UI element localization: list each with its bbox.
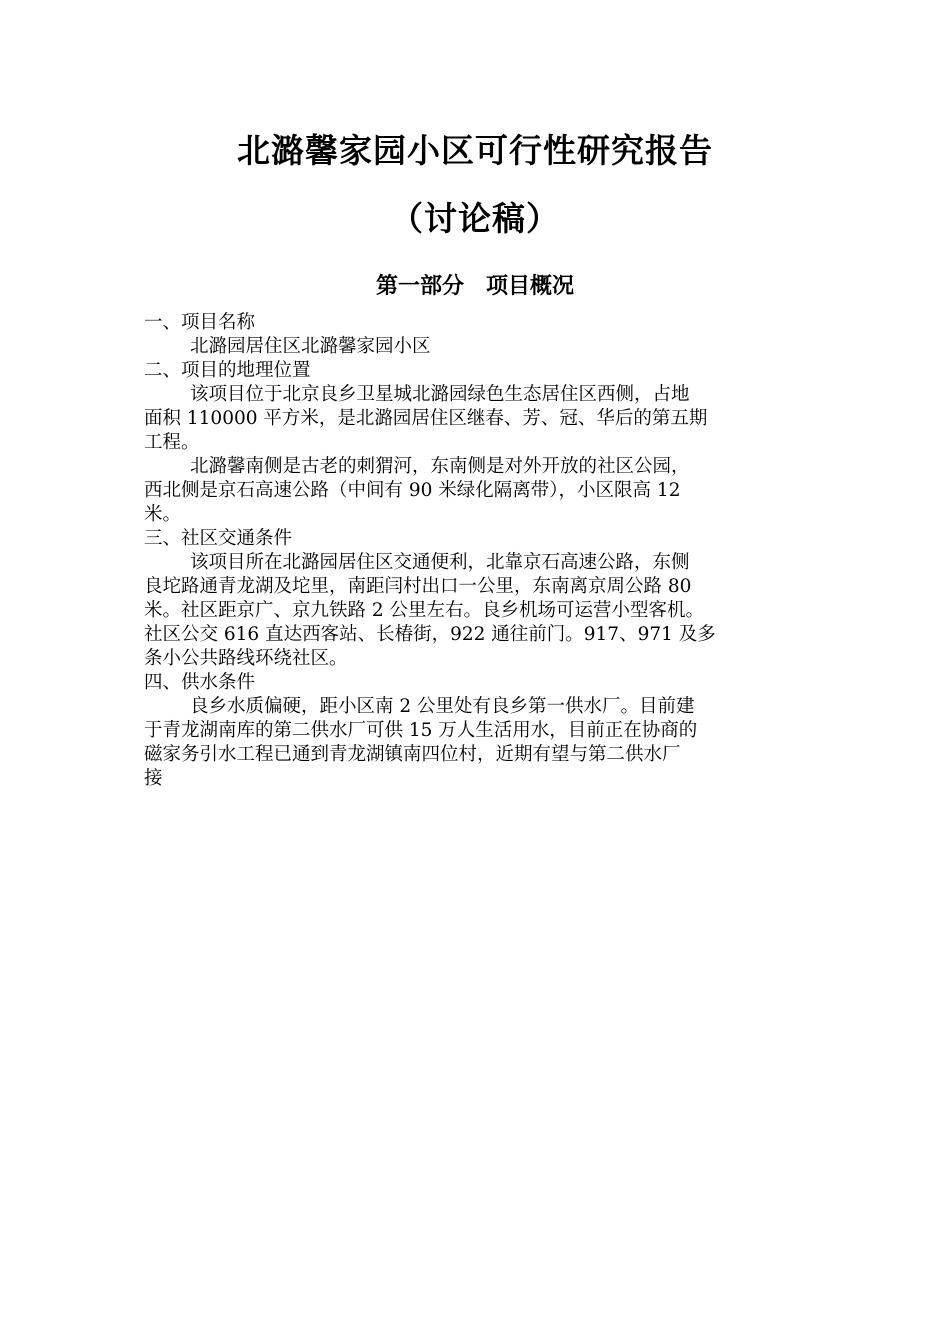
paragraph-line: 米。 xyxy=(144,504,182,525)
paragraph-line: 该项目所在北潞园居住区交通便利，北靠京石高速公路，东侧 xyxy=(190,552,690,573)
paragraph-line: 西北侧是京石高速公路（中间有 90 米绿化隔离带），小区限高 12 xyxy=(144,480,681,501)
paragraph-line: 接 xyxy=(144,768,163,789)
section-heading-transport: 三、社区交通条件 xyxy=(144,528,293,549)
document-subtitle: （讨论稿） xyxy=(390,199,560,238)
document-title: 北潞馨家园小区可行性研究报告 xyxy=(237,131,713,170)
part-heading: 第一部分 项目概况 xyxy=(375,273,574,299)
paragraph-line: 于青龙湖南库的第二供水厂可供 15 万人生活用水，目前正在协商的 xyxy=(144,720,698,741)
paragraph-line: 条小公共路线环绕社区。 xyxy=(144,648,348,669)
paragraph-line: 社区公交 616 直达西客站、长椿街，922 通往前门。917、971 及多 xyxy=(144,624,716,645)
paragraph-line: 米。社区距京广、京九铁路 2 公里左右。良乡机场可运营小型客机。 xyxy=(144,600,705,621)
paragraph-line: 磁家务引水工程已通到青龙湖镇南四位村，近期有望与第二供水厂 xyxy=(144,744,681,765)
section-heading-project-name: 一、项目名称 xyxy=(144,312,256,333)
paragraph-line: 该项目位于北京良乡卫星城北潞园绿色生态居住区西侧，占地 xyxy=(190,384,690,405)
paragraph-line: 面积 110000 平方米，是北潞园居住区继春、芳、冠、华后的第五期 xyxy=(144,408,708,429)
section-heading-location: 二、项目的地理位置 xyxy=(144,360,311,381)
document-body xyxy=(144,311,808,791)
paragraph-line: 工程。 xyxy=(144,432,200,453)
paragraph-line: 北潞园居住区北潞馨家园小区 xyxy=(190,336,431,357)
paragraph-line: 北潞馨南侧是古老的刺猬河，东南侧是对外开放的社区公园， xyxy=(190,456,690,477)
paragraph-line: 良乡水质偏硬，距小区南 2 公里处有良乡第一供水厂。目前建 xyxy=(190,696,695,717)
section-heading-water-supply: 四、供水条件 xyxy=(144,672,256,693)
paragraph-line: 良坨路通青龙湖及坨里，南距闫村出口一公里，东南离京周公路 80 xyxy=(144,576,692,597)
